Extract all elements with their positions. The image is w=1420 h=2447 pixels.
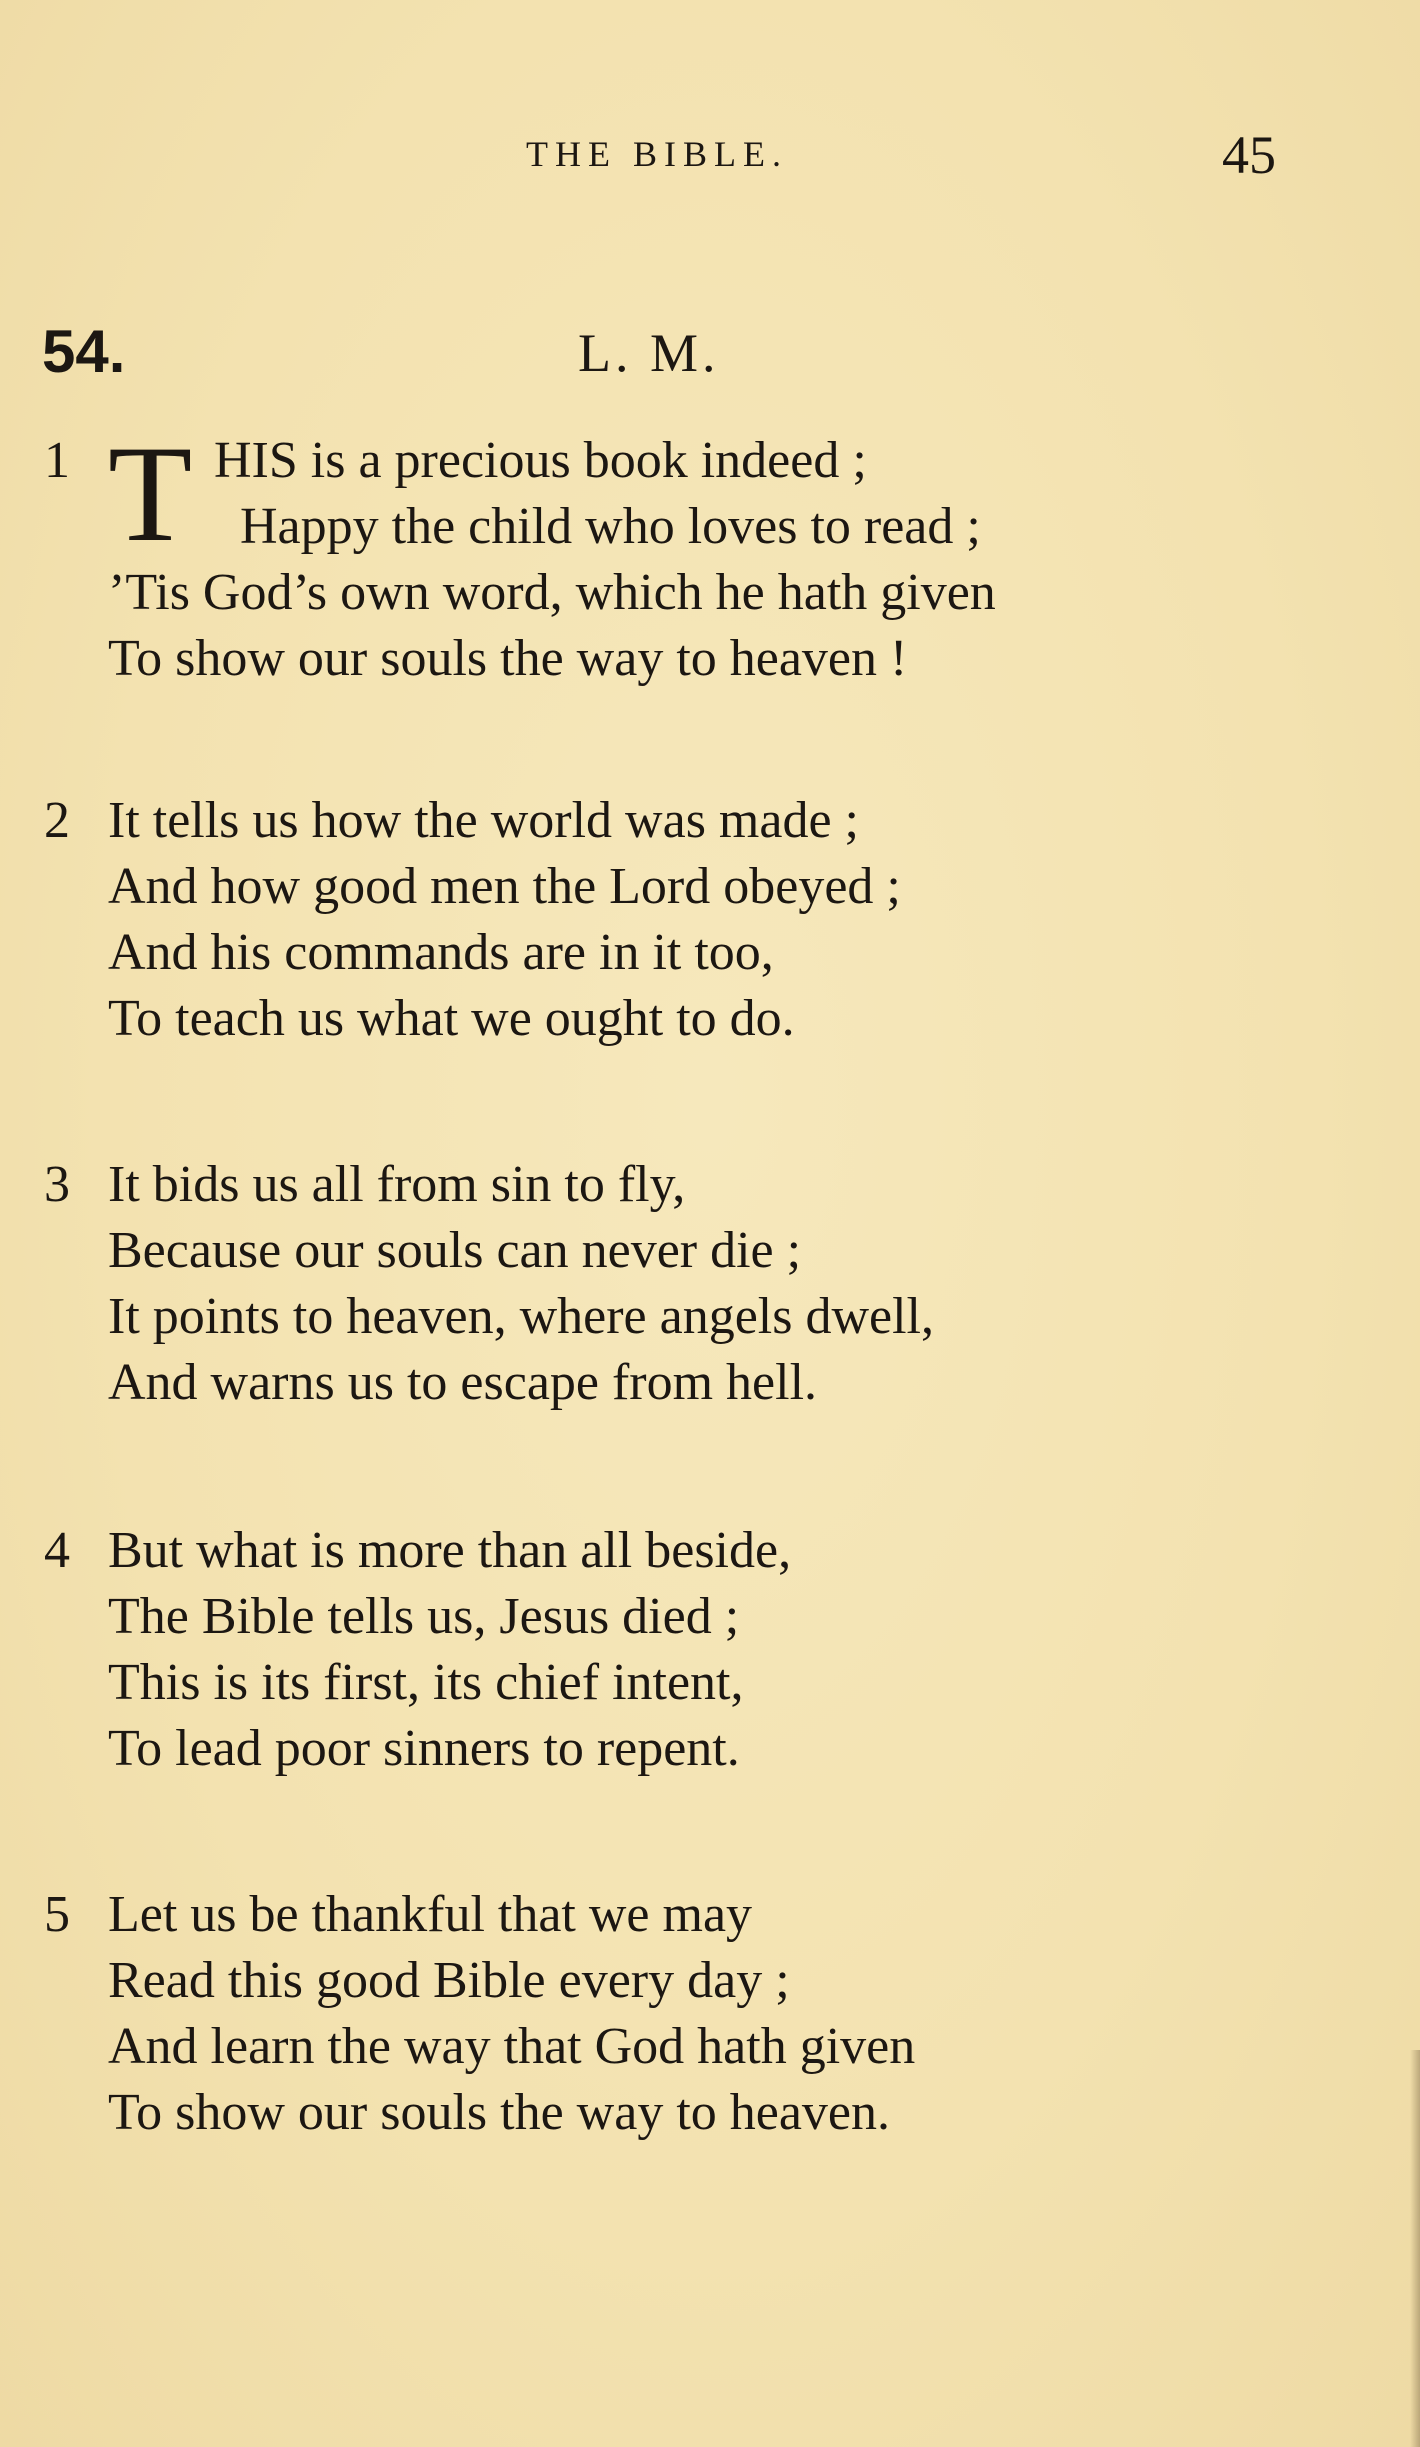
stanza-line: But what is more than all beside,	[108, 1522, 792, 1579]
page-edge-shadow	[1410, 2050, 1420, 2447]
stanza-number: 5	[44, 1886, 70, 1943]
stanza-line: Happy the child who loves to read ;	[240, 498, 981, 555]
hymn-meter: L. M.	[578, 323, 720, 383]
stanza-number: 3	[44, 1156, 70, 1213]
stanza-line: To lead poor sinners to repent.	[108, 1720, 740, 1777]
page-number: 45	[1222, 125, 1276, 185]
running-title: THE BIBLE.	[526, 134, 788, 174]
stanza-line: Let us be thankful that we may	[108, 1886, 753, 1943]
stanza-line: This is its first, its chief intent,	[108, 1654, 744, 1711]
stanza-line: And warns us to escape from hell.	[108, 1354, 818, 1411]
stanza-number: 4	[44, 1522, 70, 1579]
running-head	[0, 125, 1420, 188]
stanza-line: HIS is a precious book indeed ;	[214, 432, 867, 489]
hymn-header	[0, 318, 1420, 392]
stanza-line: Because our souls can never die ;	[108, 1222, 802, 1279]
stanza-line: And his commands are in it too,	[108, 924, 774, 981]
stanza-line: It tells us how the world was made ;	[108, 792, 859, 849]
stanza-line: ’Tis God’s own word, which he hath given	[108, 564, 996, 621]
stanza-line: The Bible tells us, Jesus died ;	[108, 1588, 740, 1645]
hymn-number: 54.	[42, 318, 126, 385]
stanza-line: To show our souls the way to heaven.	[108, 2084, 891, 2141]
stanza-line: It bids us all from sin to fly,	[108, 1156, 686, 1213]
stanza-line: To teach us what we ought to do.	[108, 990, 795, 1047]
stanza-line: And learn the way that God hath given	[108, 2018, 916, 2075]
stanza-line: And how good men the Lord obeyed ;	[108, 858, 901, 915]
stanza-line: Read this good Bible every day ;	[108, 1952, 790, 2009]
drop-cap: T	[108, 417, 193, 570]
stanza-line: To show our souls the way to heaven !	[108, 630, 908, 687]
stanza-number: 2	[44, 792, 70, 849]
stanza-number: 1	[44, 432, 70, 489]
stanza-line: It points to heaven, where angels dwell,	[108, 1288, 934, 1345]
